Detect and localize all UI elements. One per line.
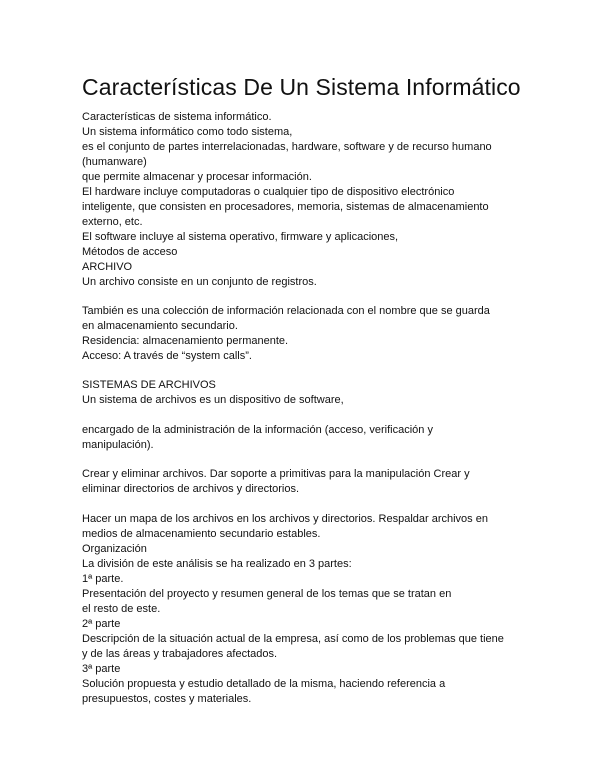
text-line: y de las áreas y trabajadores afectados.	[82, 648, 278, 660]
text-line: Crear y eliminar archivos. Dar soporte a primitivas para la manipulación Crear y	[82, 468, 470, 480]
text-line: 3ª parte	[82, 663, 121, 675]
text-line: También es una colección de información relacionada con el nombre que se guarda	[82, 305, 490, 317]
text-line: La división de este análisis se ha realizado en 3 partes:	[82, 558, 352, 570]
text-line: (humanware)	[82, 156, 147, 168]
text-line: que permite almacenar y procesar información.	[82, 171, 312, 183]
page-title: Características De Un Sistema Informático	[82, 74, 521, 100]
text-line: Un sistema de archivos es un dispositivo de software,	[82, 394, 344, 406]
text-line: el resto de este.	[82, 603, 161, 615]
text-line: Solución propuesta y estudio detallado de la misma, haciendo referencia a	[82, 678, 446, 690]
section-heading: SISTEMAS DE ARCHIVOS	[82, 379, 216, 391]
text-line: Acceso: A través de “system calls”.	[82, 350, 252, 362]
text-line: encargado de la administración de la información (acceso, verificación y	[82, 424, 433, 436]
text-line: Un sistema informático como todo sistema,	[82, 126, 293, 138]
text-line: manipulación).	[82, 439, 154, 451]
text-line: Un archivo consiste en un conjunto de registros.	[82, 276, 317, 288]
text-line: eliminar directorios de archivos y directorios.	[82, 483, 300, 495]
text-line: Características de sistema informático.	[82, 111, 272, 123]
text-line: medios de almacenamiento secundario estables.	[82, 528, 321, 540]
text-line: inteligente, que consisten en procesadores, memoria, sistemas de almacenamiento	[82, 201, 489, 213]
text-line: externo, etc.	[82, 216, 143, 228]
text-line: en almacenamiento secundario.	[82, 320, 238, 332]
text-line: Métodos de acceso	[82, 246, 178, 258]
text-line: 1ª parte.	[82, 573, 124, 585]
text-line: 2ª parte	[82, 618, 121, 630]
text-line: presupuestos, costes y materiales.	[82, 693, 252, 705]
text-line: Descripción de la situación actual de la empresa, así como de los problemas que tiene	[82, 633, 504, 645]
text-line: Residencia: almacenamiento permanente.	[82, 335, 289, 347]
text-line: El hardware incluye computadoras o cualquier tipo de dispositivo electrónico	[82, 186, 455, 198]
text-line: El software incluye al sistema operativo, firmware y aplicaciones,	[82, 231, 399, 243]
section-heading: ARCHIVO	[82, 261, 133, 273]
text-line: Presentación del proyecto y resumen general de los temas que se tratan en	[82, 588, 452, 600]
text-line: Hacer un mapa de los archivos en los archivos y directorios. Respaldar archivos en	[82, 513, 488, 525]
section-heading: Organización	[82, 543, 147, 555]
text-line: es el conjunto de partes interrelacionadas, hardware, software y de recurso humano	[82, 141, 492, 153]
